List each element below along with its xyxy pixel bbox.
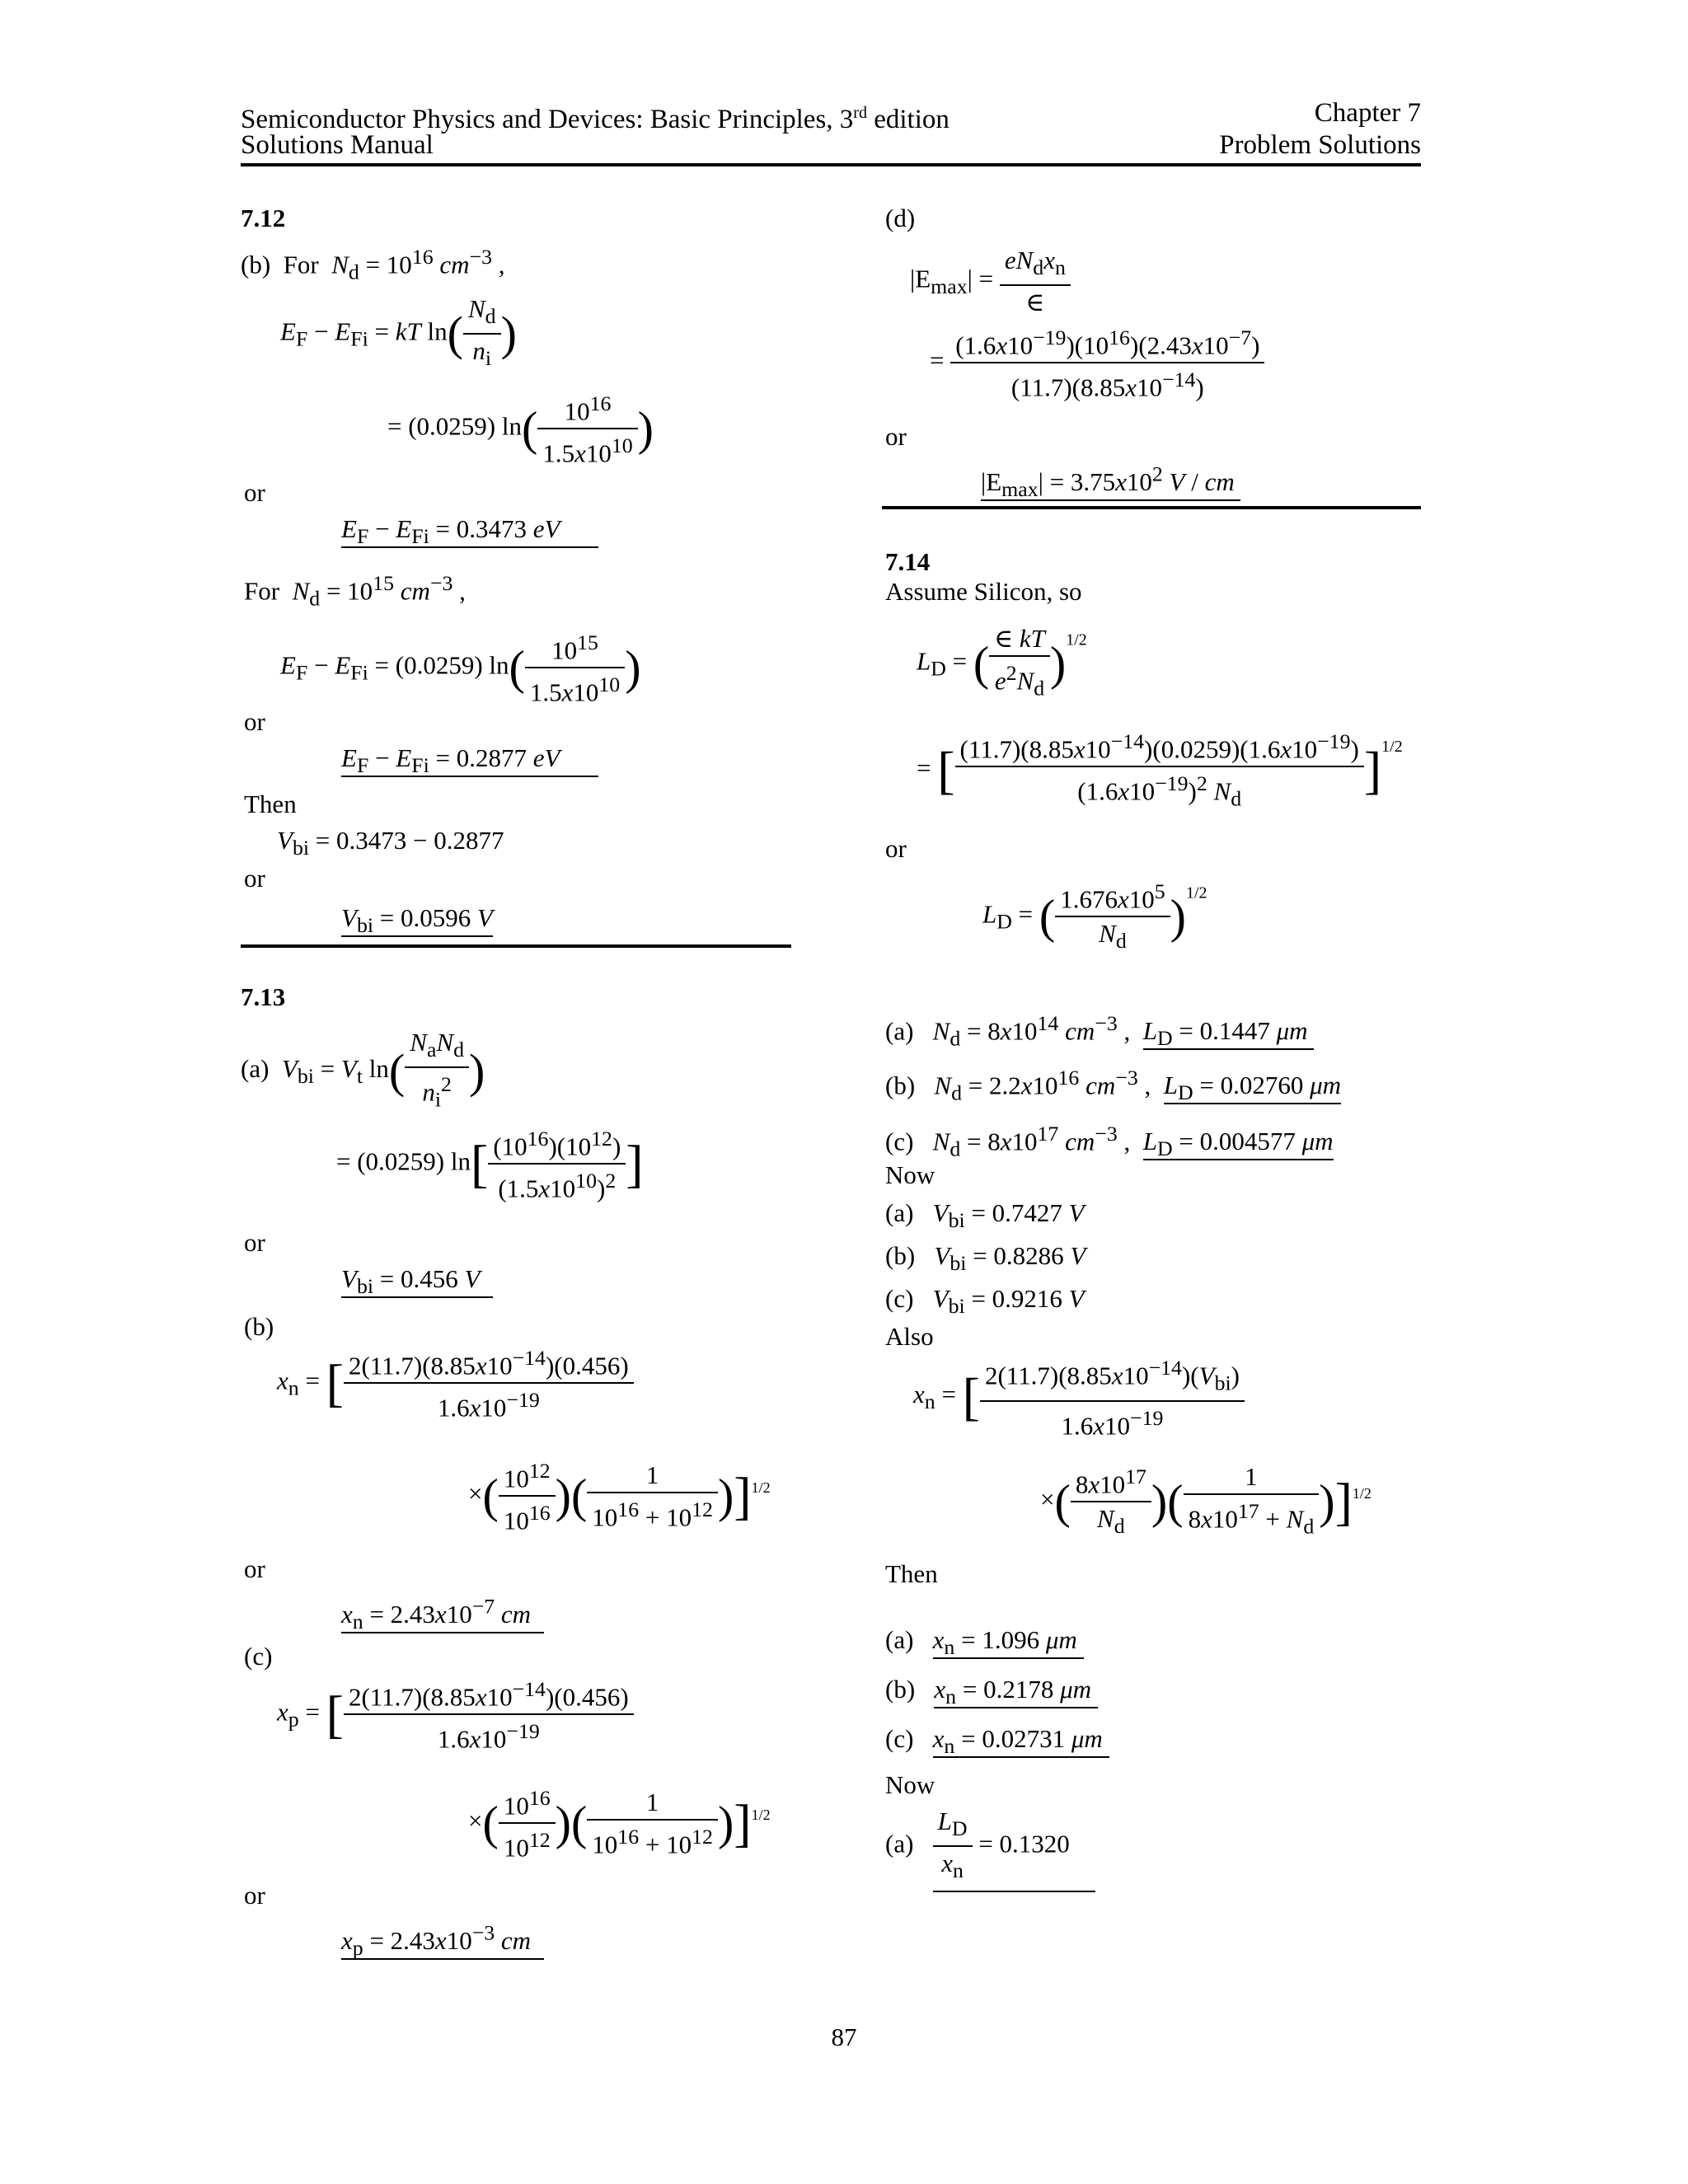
p712-result-vbi: $V_{bi} = 0.0596$ V [341, 903, 493, 938]
p713-xn-eq-top: $x_n$ = [ $\frac{2(11.7)(8.85x10^{-14})(0.456)}{1.6x10^{-19}}$ [277, 1342, 634, 1425]
p713-c-label: (c) [244, 1642, 273, 1671]
p713-result-emax: $|E_{max}| = 3.75x10^2$ V / cm [981, 458, 1240, 507]
p712-then: Then [244, 790, 297, 818]
p714-vbi-a: (a) $V_{bi} = 0.7427$ V [885, 1198, 1085, 1233]
p714-assume: Assume Silicon, so [885, 577, 1082, 606]
p713-emax-eq: $|E_{max}|$ = $\frac{eN_dx_n}{\in}$ [910, 244, 1071, 319]
p714-xn-a: (a) $x_n = 1.096$ μm [885, 1624, 1084, 1664]
p714-also: Also [885, 1322, 934, 1351]
p714-vbi-c: (c) $V_{bi} = 0.9216$ V [885, 1284, 1085, 1319]
p712-end-rule [241, 944, 791, 948]
p714-now-1: Now [885, 1160, 935, 1189]
p713-d-label: (d) [885, 204, 916, 232]
p713-or-2: or [244, 1554, 265, 1583]
p714-ld-numeric: = [ $\frac{(11.7)(8.85x10^{-14})(0.0259)(1.6x10^{-19})}{(1.6x10^{-19})^2 N_d}$ ]$^{1/2}$ [917, 725, 1403, 816]
p712-or-2: or [244, 707, 265, 736]
p712-eq-numeric-2: $E_F - E_{Fi} = (0.0259)$ ln( $\frac{10^{15}}{1.5x10^{10}}$ ) [280, 626, 641, 710]
p713-result-xp: $x_p = 2.43x10^{-3}$ cm [341, 1917, 544, 1966]
p714-vbi-b: (b) $V_{bi} = 0.8286$ V [885, 1241, 1086, 1276]
p714-then: Then [885, 1559, 938, 1588]
problem-7-12-title: 7.12 [241, 204, 286, 232]
p714-ld-b: (b) $N_d = 2.2x10^{16}$ $cm^{-3}$ , $L_D = 0.02760$ μm [885, 1066, 1342, 1105]
p713-xp-eq-top: $x_p$ = [ $\frac{2(11.7)(8.85x10^{-14})(0.456)}{1.6x10^{-19}}$ [277, 1673, 634, 1756]
p714-or: or [885, 834, 907, 863]
p714-ratio-a: (a) $\frac{L_D}{x_n}$ = 0.1320 [885, 1805, 1095, 1892]
manual-label: Solutions Manual [241, 130, 434, 160]
problem-7-13-title: 7.13 [241, 982, 286, 1011]
p712-line-for-1015: For $N_d = 10^{15}$ $cm^{-3}$ , [244, 571, 466, 611]
p714-ld-c: (c) $N_d = 8x10^{17}$ $cm^{-3}$ , $L_D = 0.004577$ μm [885, 1122, 1334, 1161]
header-rule [241, 163, 1421, 166]
p713-xn-eq-bottom: ×( $\frac{10^{12}}{10^{16}}$ )( $\frac{1}{10^{16} + 10^{12}}$ )]$^{1/2}$ [468, 1455, 771, 1538]
p712-eq-ef-kt: $E_F - E_{Fi}$ = kT ln( $\frac{N_d}{n_i}$ ) [280, 294, 517, 371]
p713-xp-eq-bottom: ×( $\frac{10^{16}}{10^{12}}$ )( $\frac{1}{10^{16} + 10^{12}}$ )]$^{1/2}$ [468, 1782, 771, 1865]
chapter-label: Chapter 7 [1314, 98, 1421, 128]
p714-ld-eq: $L_D$ = ( $\frac{\in kT}{e^2N_d}$ )$^{1/2}$ [917, 624, 1087, 701]
p712-or-1: or [244, 478, 265, 507]
p713-eq-vbi: (a) $V_{bi} = V_t$ ln( $\frac{N_aN_d}{n_i^2}$ ) [241, 1028, 485, 1112]
p714-xn-eq-bottom: ×( $\frac{8x10^{17}}{N_d}$ )( $\frac{1}{8x10^{17} + N_d}$ )]$^{1/2}$ [1040, 1462, 1372, 1539]
p714-xn-b: (b) $x_n = 0.2178$ μm [885, 1673, 1098, 1713]
p713-b-label: (b) [244, 1312, 274, 1341]
p714-now-2: Now [885, 1770, 935, 1799]
problem-7-14-title: 7.14 [885, 547, 931, 576]
section-label: Problem Solutions [1219, 130, 1421, 160]
p712-result-1: $E_F - E_{Fi} = 0.3473$ eV [341, 513, 598, 553]
p712-result-2: $E_F - E_{Fi} = 0.2877$ eV [341, 742, 598, 782]
p714-ld-simplified: $L_D$ = ( $\frac{1.676x10^5}{N_d}$ )$^{1/2}$ [982, 875, 1207, 958]
p712-or-3: or [244, 864, 265, 893]
p712-vbi-diff: $V_{bi} = 0.3473 - 0.2877$ [277, 826, 504, 860]
p713-result-vbi: $V_{bi} = 0.456$ V [341, 1263, 493, 1303]
p713-d-or: or [885, 422, 907, 451]
p712-eq-numeric-1: = (0.0259) ln( $\frac{10^{16}}{1.5x10^{10}}$ ) [387, 387, 654, 471]
p714-ld-a: (a) $N_d = 8x10^{14}$ $cm^{-3}$ , $L_D = 0.1447$ μm [885, 1007, 1314, 1056]
p713-result-xn: $x_n = 2.43x10^{-7}$ cm [341, 1591, 544, 1639]
p714-xn-eq-top: $x_n$ = [ $\frac{2(11.7)(8.85x10^{-14})(V_{bi})}{1.6x10^{-19}}$ [913, 1352, 1245, 1442]
p713-or-3: or [244, 1881, 265, 1910]
p713-emax-numeric: = $\frac{(1.6x10^{-19})(10^{16})(2.43x10^{-7})}{(11.7)(8.85x10^{-14})}$ [930, 321, 1264, 405]
p713-or-1: or [244, 1228, 265, 1257]
book-title: Semiconductor Physics and Devices: Basic Principles, 3rd edition [241, 104, 950, 134]
p714-xn-c: (c) $x_n = 0.02731$ μm [885, 1722, 1109, 1763]
p712-line-1: (b) For $N_d = 10^{16}$ $cm^{-3}$ , [241, 245, 505, 284]
page-number: 87 [831, 2022, 857, 2051]
p713-eq-numeric: = (0.0259) ln[ $\frac{(10^{16})(10^{12})}{(1.5x10^{10})^2}$ ] [336, 1122, 644, 1206]
p713-end-rule [882, 506, 1421, 509]
